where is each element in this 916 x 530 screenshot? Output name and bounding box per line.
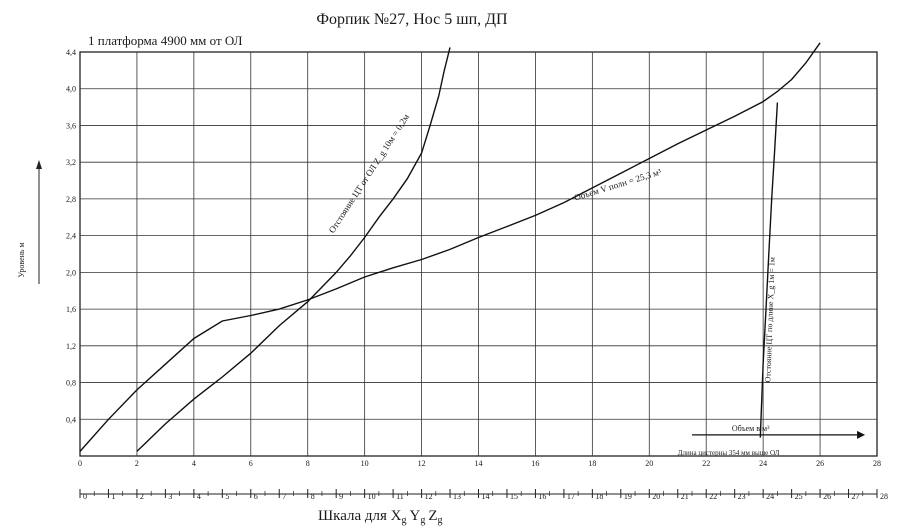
volume-arrow-label: Объем в м³: [731, 423, 770, 433]
secondary-scale-label: 15: [509, 492, 518, 501]
series-zg-line: [137, 47, 450, 451]
y-tick-label: 0,8: [66, 378, 76, 388]
chart-title: Форпик №27, Нос 5 шп, ДП: [316, 11, 508, 28]
y-tick-label: 2,8: [66, 194, 76, 204]
secondary-scale-label: 24: [766, 492, 775, 501]
secondary-scale-label: 20: [652, 492, 661, 501]
secondary-scale-label: 10: [367, 492, 376, 501]
y-tick-label: 4,0: [66, 84, 76, 94]
secondary-scale-label: 14: [481, 492, 490, 501]
secondary-scale-label: 2: [139, 492, 144, 501]
volume-arrow-head: [857, 431, 865, 439]
x-tick-label: 6: [248, 459, 253, 468]
secondary-scale-label: 12: [424, 492, 433, 501]
x-tick-label: 14: [474, 459, 483, 468]
series-group: [80, 43, 820, 452]
secondary-scale-label: 16: [538, 492, 547, 501]
x-tick-label: 4: [191, 459, 196, 468]
x-tick-label: 28: [873, 459, 881, 468]
secondary-scale-label: 25: [794, 492, 803, 501]
y-axis-label: Уровень м: [17, 242, 26, 278]
chart-subtitle: 1 платформа 4900 мм от ОЛ: [88, 33, 243, 48]
series-volume-line: [80, 43, 820, 452]
secondary-scale-label: 17: [566, 492, 575, 501]
y-axis-label-group: [17, 160, 42, 284]
x-tick-label: 10: [360, 459, 369, 468]
secondary-scale-label: 0: [83, 492, 87, 501]
x-tick-label: 26: [816, 459, 825, 468]
secondary-scale-label: 19: [623, 492, 632, 501]
series-labels: [327, 112, 865, 457]
y-tick-label: 1,2: [66, 341, 76, 351]
y-axis-arrow-head: [36, 160, 42, 169]
y-tick-label: 2,4: [66, 231, 76, 241]
series-xg-label: Отстояние ЦТ по длине X_g 1м = 1м: [763, 256, 777, 383]
secondary-scale-label: 11: [396, 492, 404, 501]
x-tick-label: 12: [417, 459, 426, 468]
x-axis-scale-secondary: [80, 489, 888, 501]
secondary-scale-label: 23: [737, 492, 746, 501]
x-axis-label: Шкала для $X_g$ $Y_g$ $Z_g$: [318, 508, 443, 526]
series-zg-label: Отстояние ЦТ от ОЛ Z_g 10м = 0,2м: [326, 112, 412, 235]
x-tick-label: 24: [759, 459, 768, 468]
secondary-scale-label: 8: [310, 492, 315, 501]
x-tick-label: 22: [702, 459, 711, 468]
x-tick-label: 0: [78, 459, 82, 468]
y-tick-label: 3,2: [66, 158, 76, 168]
secondary-scale-label: 26: [823, 492, 832, 501]
secondary-scale-label: 18: [595, 492, 604, 501]
x-tick-label: 18: [588, 459, 597, 468]
series-volume-label: Объем V полн = 25,3 м³: [572, 166, 663, 203]
secondary-scale-label: 28: [880, 492, 888, 501]
y-tick-label: 0,4: [66, 415, 76, 425]
x-tick-label: 16: [531, 459, 540, 468]
secondary-scale-label: 13: [453, 492, 462, 501]
secondary-scale-label: 22: [709, 492, 718, 501]
secondary-scale-label: 5: [225, 492, 230, 501]
secondary-scale-label: 6: [253, 492, 258, 501]
y-tick-label: 4,4: [66, 48, 76, 57]
secondary-scale-label: 21: [680, 492, 689, 501]
secondary-scale-label: 3: [168, 492, 173, 501]
y-tick-label: 3,6: [66, 121, 76, 131]
y-axis-ticks: [66, 48, 76, 424]
y-tick-label: 2,0: [66, 268, 76, 278]
secondary-scale-label: 27: [851, 492, 860, 501]
secondary-scale-label: 4: [196, 492, 201, 501]
secondary-scale-label: 9: [339, 492, 344, 501]
secondary-scale-label: 1: [111, 492, 116, 501]
secondary-scale-label: 7: [282, 492, 287, 501]
x-tick-label: 20: [645, 459, 654, 468]
y-tick-label: 1,6: [66, 305, 76, 315]
x-tick-label: 8: [305, 459, 310, 468]
x-axis-ticks-primary: [78, 459, 881, 468]
tank-length-label: Длина цистерны 354 мм выше ОЛ: [677, 449, 780, 458]
x-tick-label: 2: [134, 459, 139, 468]
